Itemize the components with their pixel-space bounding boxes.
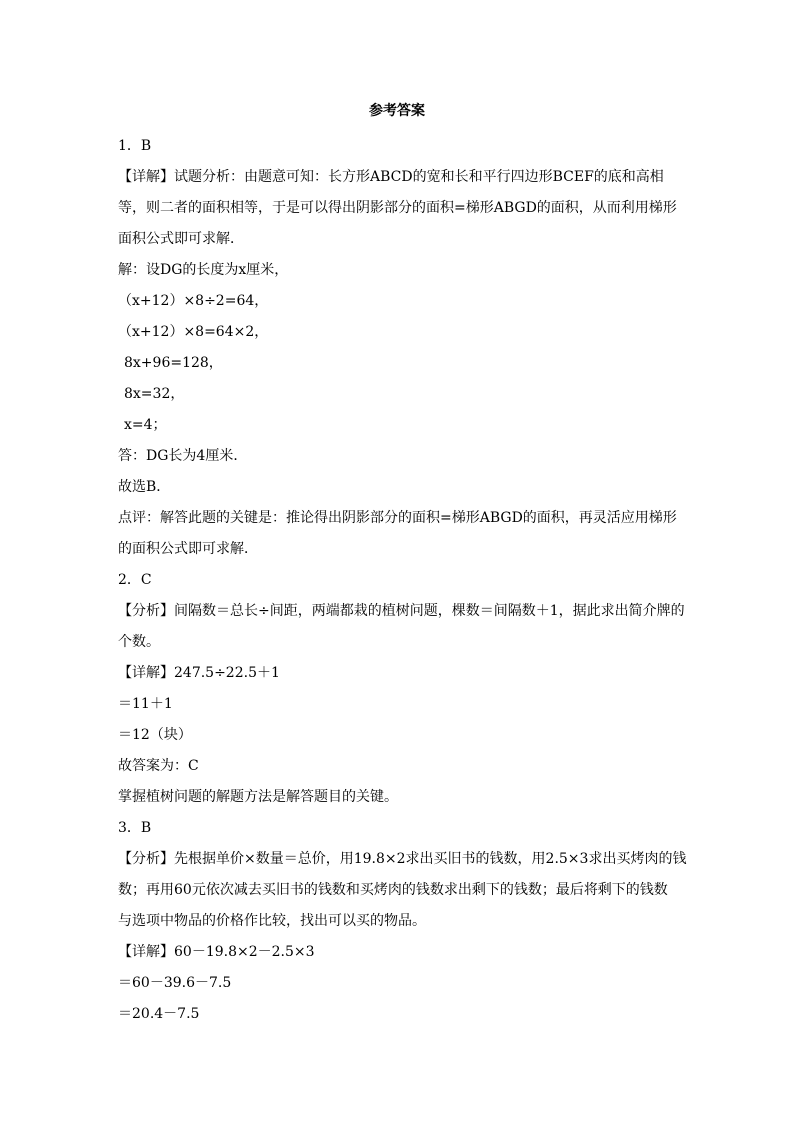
page-title: 参考答案 [369, 103, 425, 119]
equation-line: （x+12）×8÷2=64， [118, 293, 269, 309]
equation-line: ＝20.4－7.5 [118, 1006, 200, 1022]
text-line: 点评：解答此题的关键是：推论得出阴影部分的面积=梯形ABGD的面积，再灵活应用梯形 [118, 510, 677, 526]
equation-line: 【详解】60－19.8×2－2.5×3 [118, 944, 315, 960]
equation-line: x=4； [124, 417, 167, 433]
text-line: 等，则二者的面积相等，于是可以得出阴影部分的面积=梯形ABGD的面积，从而利用梯形 [118, 200, 677, 216]
text-line: 数；再用60元依次减去买旧书的钱数和买烤肉的钱数求出剩下的钱数；最后将剩下的钱数 [118, 882, 668, 898]
text-line: 解：设DG的长度为x厘米， [118, 262, 289, 278]
equation-line: 8x=32， [124, 386, 185, 402]
text-line: 故选B． [118, 479, 171, 495]
equation-line: ＝11＋1 [118, 696, 173, 712]
answer-content [118, 131, 687, 1030]
equation-line: ＝60－39.6－7.5 [118, 975, 232, 991]
text-line: 的面积公式即可求解． [118, 541, 258, 557]
question-number-1: 1．B [118, 138, 152, 154]
text-line: 【分析】先根据单价×数量＝总价，用19.8×2求出买旧书的钱数，用2.5×3求出买烤肉的钱 [118, 851, 687, 867]
equation-line: 8x+96=128， [124, 355, 223, 371]
text-line: 【详解】试题分析：由题意可知：长方形ABCD的宽和长和平行四边形BCEF的底和高相 [118, 169, 664, 185]
question-number-2: 2．C [118, 572, 152, 588]
text-line: 与选项中物品的价格作比较，找出可以买的物品。 [118, 913, 426, 929]
text-line: 面积公式即可求解． [118, 231, 244, 247]
text-line: 【分析】间隔数＝总长÷间距，两端都栽的植树问题，棵数＝间隔数＋1，据此求出简介牌的 [118, 603, 685, 619]
text-line: 掌握植树问题的解题方法是解答题目的关键。 [118, 789, 398, 805]
equation-line: ＝12（块） [118, 727, 192, 743]
text-line: 故答案为：C [118, 758, 199, 774]
text-line: 答：DG长为4厘米． [118, 448, 248, 464]
equation-line: 【详解】247.5÷22.5＋1 [118, 665, 280, 681]
text-line: 个数。 [118, 634, 160, 650]
equation-line: （x+12）×8=64×2， [118, 324, 269, 340]
question-number-3: 3．B [118, 820, 152, 836]
